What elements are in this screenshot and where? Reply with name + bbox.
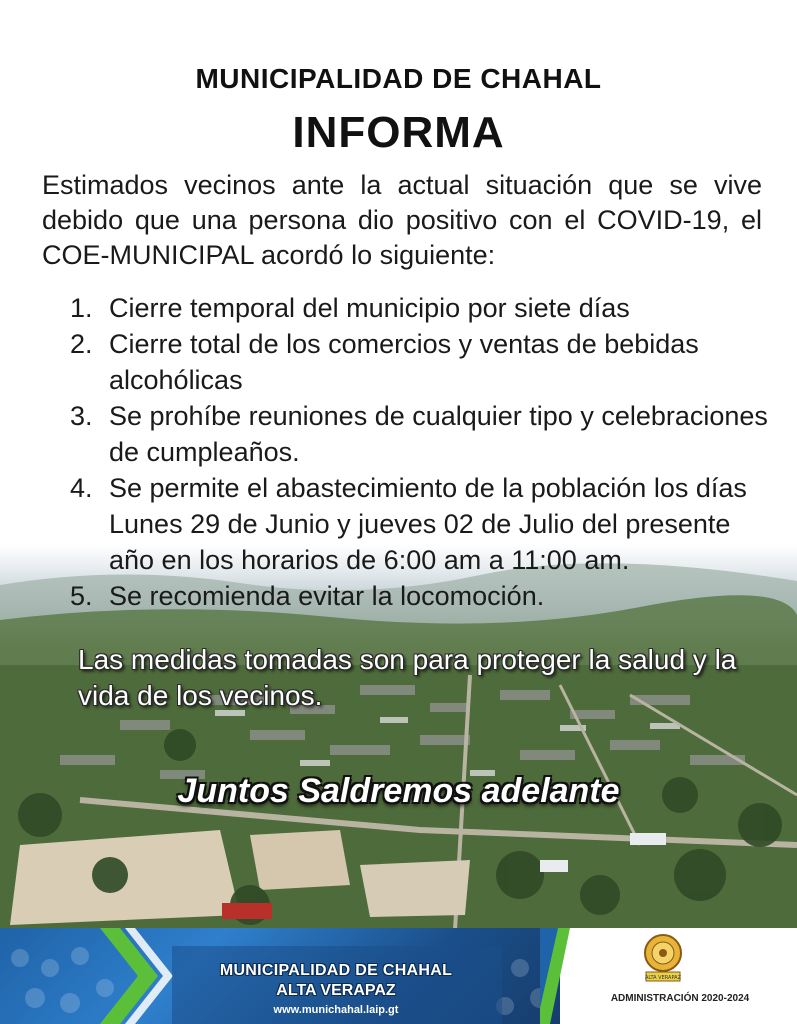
list-item: 1. Cierre temporal del municipio por siete días — [70, 293, 630, 323]
administration-period: ADMINISTRACIÓN 2020-2024 — [610, 993, 750, 1004]
list-item: 5. Se recomienda evitar la locomoción. — [70, 581, 545, 611]
footer-website-link[interactable]: www.munichahal.laip.gt — [273, 1004, 399, 1016]
measures-list — [70, 290, 770, 614]
list-item: 3. Se prohíbe reuniones de cualquier tipo y celebraciones de cumpleaños. — [70, 401, 768, 467]
footer-region: ALTA VERAPAZ — [276, 982, 396, 999]
closing-statement: Las medidas tomadas son para proteger la salud y la vida de los vecinos. — [78, 644, 737, 711]
municipal-seal-icon — [640, 932, 686, 984]
institution-title: MUNICIPALIDAD DE CHAHAL — [195, 63, 602, 94]
intro-paragraph: Estimados vecinos ante la actual situación que se vive debido que una persona dio positivo con el COVID-19, el COE-MUNICIPAL acordó lo siguiente: — [42, 170, 762, 270]
seal-label: ALTA VERAPAZ — [644, 975, 682, 981]
list-item: 4. Se permite el abastecimiento de la población los días Lunes 29 de Junio y jueves 02 de Julio del presente año en los horarios de 6:00 am a 11:00 am. — [70, 473, 747, 575]
footer-institution: MUNICIPALIDAD DE CHAHAL — [219, 962, 453, 979]
headline: INFORMA — [292, 108, 505, 157]
slogan: Juntos Saldremos adelante — [177, 772, 620, 810]
list-item: 2. Cierre total de los comercios y ventas de bebidas alcohólicas — [70, 329, 699, 395]
